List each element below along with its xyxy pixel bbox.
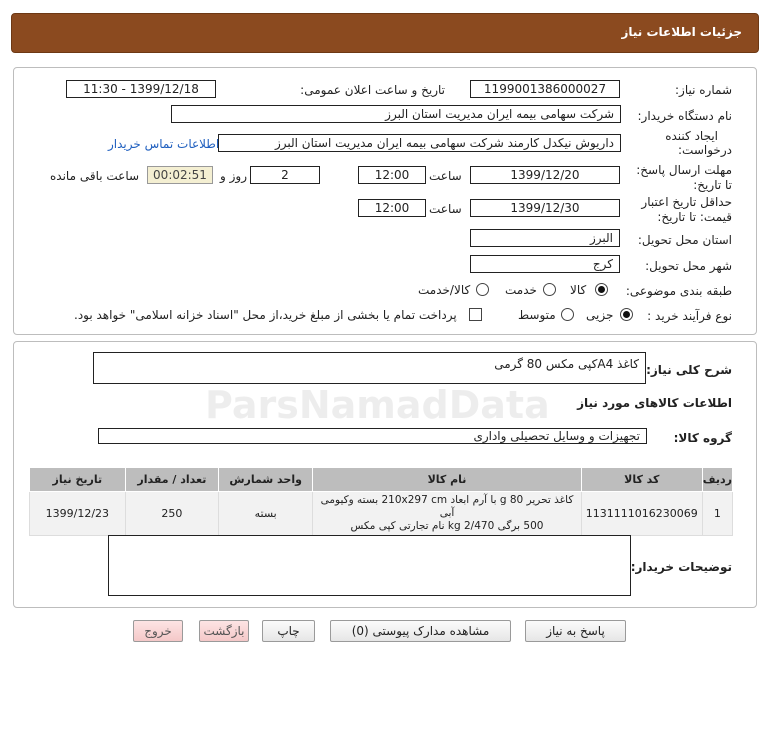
cell-name-line2: 500 برگی 2/470 kg نام تجارتی کپی مکس	[350, 520, 544, 532]
reply-button[interactable]: پاسخ به نیاز	[525, 620, 626, 642]
category-option-service: خدمت	[505, 283, 537, 297]
validity-label-1: حداقل تاریخ اعتبار	[641, 195, 732, 209]
need-number-field: 1199001386000027	[470, 80, 620, 98]
treasury-note: پرداخت تمام یا بخشی از مبلغ خرید،از محل "اسناد خزانه اسلامی" خواهد بود.	[74, 308, 457, 322]
col-qty-header: تعداد / مقدار	[125, 468, 218, 492]
page-title: جزئیات اطلاعات نیاز	[621, 25, 742, 39]
cell-name-line1: کاغذ تحریر 80 g با آرم ابعاد 210x297 cm بسته وکیومی آبی	[320, 494, 574, 519]
col-code-header: کد کالا	[581, 468, 702, 492]
buyer-notes-box	[108, 535, 631, 596]
deadline-label-2: تا تاریخ:	[693, 178, 732, 192]
items-table	[29, 467, 733, 536]
category-radio-service[interactable]	[543, 283, 556, 296]
cell-code: 1131111016230069	[581, 492, 702, 536]
city-label: شهر محل تحویل:	[645, 259, 732, 273]
items-section-title: اطلاعات کالاهای مورد نیاز	[577, 396, 732, 410]
col-unit-header: واحد شمارش	[219, 468, 313, 492]
page-header	[11, 13, 759, 53]
exit-button[interactable]: خروج	[133, 620, 183, 642]
validity-label-2: قیمت: تا تاریخ:	[657, 210, 732, 224]
announce-label: تاریخ و ساعت اعلان عمومی:	[300, 83, 445, 97]
city-field: کرج	[470, 255, 620, 273]
cell-date: 1399/12/23	[30, 492, 126, 536]
buyer-org-field: شرکت سهامی بیمه ایران مدیریت استان البرز	[171, 105, 621, 123]
col-row-header: ردیف	[702, 468, 732, 492]
validity-time-label: ساعت	[429, 202, 462, 216]
process-option-minor: جزیی	[586, 308, 614, 322]
buyer-contact-link[interactable]: اطلاعات تماس خریدار	[108, 137, 220, 151]
creator-label-2: درخواست:	[678, 143, 732, 157]
creator-label-1: ایجاد کننده	[665, 129, 718, 143]
remaining-timer: 00:02:51	[147, 166, 213, 184]
validity-date-field: 1399/12/30	[470, 199, 620, 217]
province-field: البرز	[470, 229, 620, 247]
treasury-checkbox[interactable]	[469, 308, 482, 321]
creator-field: داریوش نیکدل کارمند شرکت سهامی بیمه ایران مدیریت استان البرز	[218, 134, 621, 152]
view-attachments-button[interactable]: مشاهده مدارک پیوستی (0)	[330, 620, 511, 642]
buyer-notes-label: توضیحات خریدار:	[630, 560, 732, 574]
category-radio-both[interactable]	[476, 283, 489, 296]
deadline-time-field: 12:00	[358, 166, 426, 184]
deadline-date-field: 1399/12/20	[470, 166, 620, 184]
cell-qty: 250	[125, 492, 218, 536]
process-option-medium: متوسط	[518, 308, 556, 322]
back-button[interactable]: بازگشت	[199, 620, 249, 642]
province-label: استان محل تحویل:	[637, 233, 732, 247]
buyer-org-label: نام دستگاه خریدار:	[637, 109, 732, 123]
category-option-goods: کالا	[570, 283, 587, 297]
days-field: 2	[250, 166, 320, 184]
announce-field: 1399/12/18 - 11:30	[66, 80, 216, 98]
need-description-field: کاغذ A4کپی مکس 80 گرمی	[93, 352, 646, 384]
cell-unit: بسته	[219, 492, 313, 536]
process-label: نوع فرآیند خرید :	[647, 309, 732, 323]
days-label: روز و	[220, 169, 247, 183]
remaining-label: ساعت باقی مانده	[50, 169, 140, 183]
deadline-time-label: ساعت	[429, 169, 462, 183]
process-radio-medium[interactable]	[561, 308, 574, 321]
need-number-label: شماره نیاز:	[675, 83, 732, 97]
process-radio-minor[interactable]	[620, 308, 633, 321]
col-date-header: تاریخ نیاز	[30, 468, 126, 492]
validity-time-field: 12:00	[358, 199, 426, 217]
category-option-both: کالا/خدمت	[418, 283, 471, 297]
need-description-label: شرح کلی نیاز:	[646, 363, 732, 377]
table-header-row	[30, 468, 733, 492]
goods-group-field: تجهیزات و وسایل تحصیلی واداری	[98, 428, 647, 444]
cell-row: 1	[702, 492, 732, 536]
cell-name	[313, 492, 582, 536]
category-radio-goods[interactable]	[595, 283, 608, 296]
category-label: طبقه بندی موضوعی:	[625, 284, 732, 298]
goods-group-label: گروه کالا:	[673, 431, 732, 445]
print-button[interactable]: چاپ	[262, 620, 315, 642]
deadline-label-1: مهلت ارسال پاسخ:	[636, 163, 732, 177]
col-name-header: نام کالا	[313, 468, 582, 492]
table-row	[30, 492, 733, 536]
